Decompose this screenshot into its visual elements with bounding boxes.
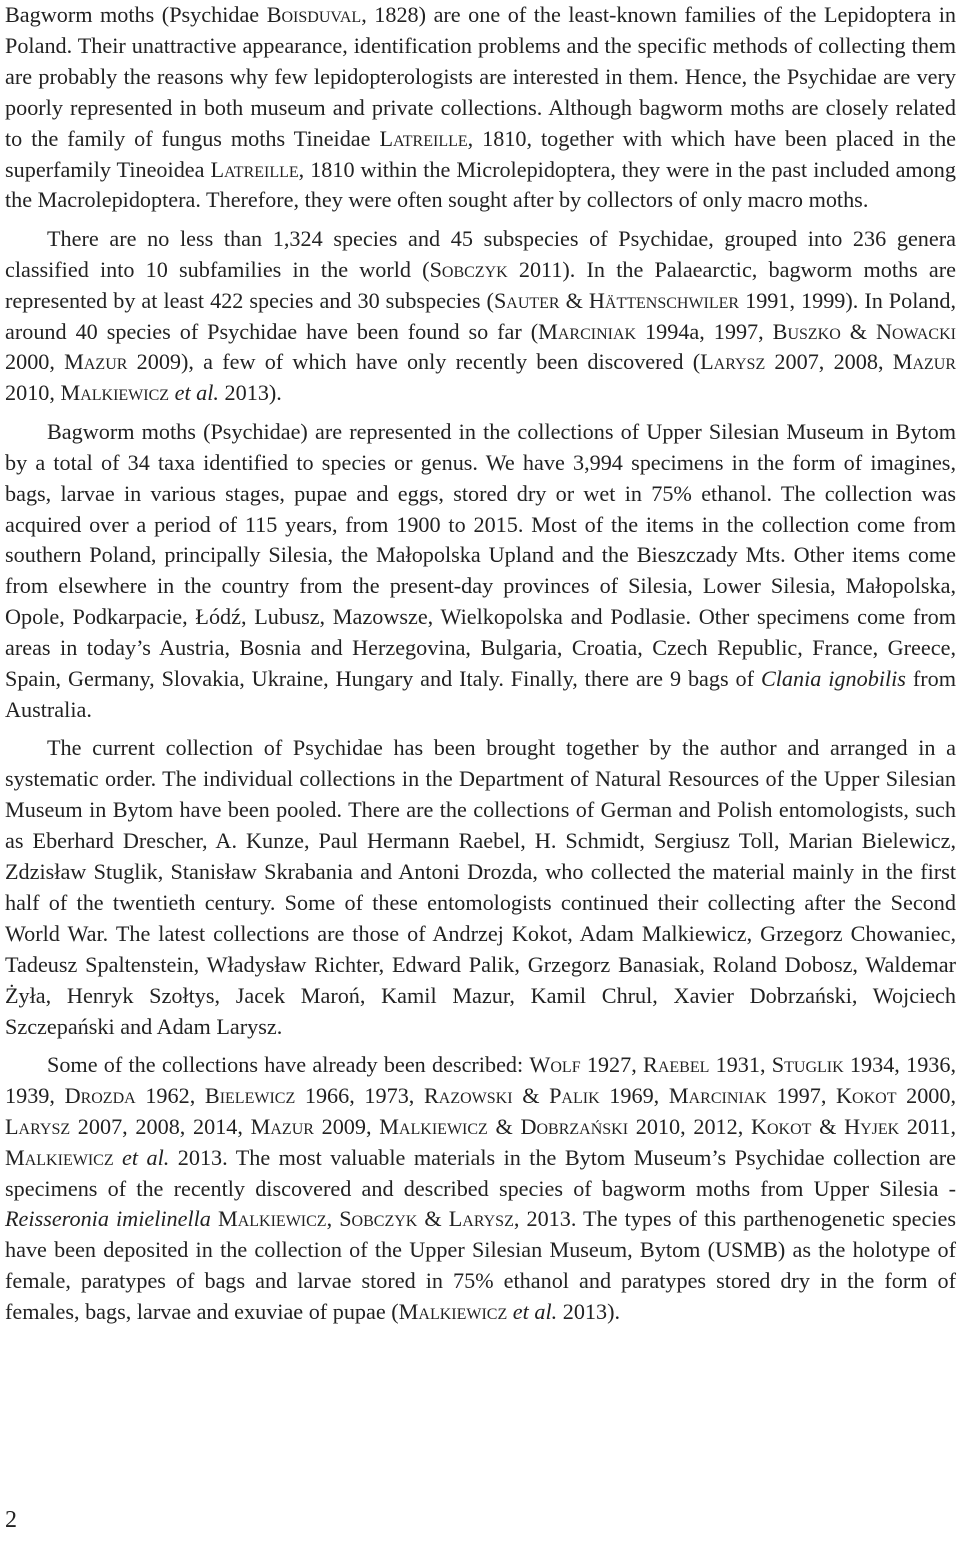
body-paragraph <box>5 733 956 1042</box>
author-citation: Raebel <box>643 1051 710 1077</box>
author-citation: Latreille <box>210 156 299 182</box>
italic-text: Reisseronia imielinella <box>5 1206 211 1232</box>
author-citation: Sobczyk <box>339 1206 418 1232</box>
text-run: Bagworm moths (Psychidae <box>5 2 267 27</box>
text-run: & <box>559 287 589 313</box>
author-citation: Kokot <box>750 1113 812 1139</box>
text-run: 2009, <box>313 1113 380 1139</box>
text-run: & <box>811 1113 845 1139</box>
author-citation: Larysz <box>448 1206 514 1232</box>
author-citation: Hättenschwiler <box>588 287 740 313</box>
author-citation: Razowski <box>423 1082 513 1108</box>
text-run: & <box>840 318 876 344</box>
text-run: 2013). <box>218 380 282 406</box>
body-paragraph <box>5 224 956 409</box>
author-citation: Mazur <box>892 349 957 375</box>
author-citation: Wolf <box>529 1051 581 1077</box>
author-citation: Hyjek <box>844 1113 900 1139</box>
text-run: Some of the collections have already been described: <box>47 1051 530 1077</box>
author-citation: Mazur <box>64 349 128 375</box>
text-run: 2000, <box>5 349 65 375</box>
text-run: 2010, <box>5 380 61 406</box>
text-run: 1994a, 1997, <box>636 318 773 344</box>
italic-text: et al. <box>512 1299 558 1325</box>
italic-text: et al. <box>174 380 219 406</box>
text-run: 2011). In the Palaearctic, bagworm moths are represented by at least 422 species and 30 subspecies ( <box>5 256 956 313</box>
text-run: 2007, 2008, <box>765 349 893 375</box>
author-citation: Malkiewicz <box>60 380 170 406</box>
text-run: 2011, <box>899 1113 957 1139</box>
text-run: 2010, 2012, <box>628 1113 751 1139</box>
author-citation: Nowacki <box>875 318 956 344</box>
author-citation: Sobczyk <box>429 256 508 282</box>
text-run: , 1828) are one of the least-known families of the Lepidoptera in Poland. Their unattractive appearance, identification problems and the specific methods of collecting them are probably the reasons why few lepidopterologists are interested in them. Hence, the Psychidae are very poorly represented in both museum and private collections. Although bagworm moths are closely related to the family of fungus moths Tineidae <box>5 2 956 151</box>
text-run: , 1810, together with which have been placed in the superfamily Tineoidea <box>5 125 957 182</box>
italic-text: et al. <box>122 1144 170 1170</box>
text-run: & <box>512 1082 550 1108</box>
text-run <box>114 1145 122 1170</box>
author-citation: Malkiewicz <box>5 1144 114 1170</box>
text-run: 1962, <box>135 1082 205 1108</box>
author-citation: Marciniak <box>668 1082 767 1108</box>
text-run: The current collection of Psychidae has been brought together by the author and arranged in a systematic order. The individual collections in the Department of Natural Resources of the Upper Silesian Museum in Bytom have been pooled. There are the collections of German and Polish entomologists, such as Eberhard Drescher, A. Kunze, Paul Hermann Raebel, H. Schmidt, Sergiusz Toll, Marian Bielewicz, Zdzisław Stuglik, Stanisław Skrabania and Antoni Drozda, who collected the material mainly in the first half of the twentieth century. Some of these entomologists continued their collecting after the Second World War. The latest collections are those of Andrzej Kokot, Adam Malkiewicz, Grzegorz Chowaniec, Tadeusz Spaltenstein, Władysław Richter, Edward Palik, Grzegorz Banasiak, Roland Dobosz, Waldemar Żyła, Henryk Szołtys, Jacek Maroń, Kamil Mazur, Kamil Chrul, Xavier Dobrzański, Wojciech Szczepański and Adam Larysz. <box>5 735 956 1039</box>
text-run: 1966, 1973, <box>295 1082 424 1108</box>
text-run: 1934, 1936, 1939, <box>5 1051 957 1108</box>
author-citation: Stuglik <box>771 1051 844 1077</box>
author-citation: Bielewicz <box>204 1082 296 1108</box>
author-citation: Malkiewicz <box>379 1113 488 1139</box>
text-run: 2007, 2008, 2014, <box>70 1113 251 1139</box>
author-citation: Palik <box>549 1082 600 1108</box>
author-citation: Larysz <box>5 1113 71 1139</box>
author-citation: Marciniak <box>538 318 637 344</box>
text-run: Bagworm moths (Psychidae) are represented in the collections of Upper Silesian Museum in Bytom by a total of 34 taxa identified to species or genus. We have 3,994 specimens in the form of imagines, bags, larvae in various stages, pupae and eggs, stored dry or wet in 75% ethanol. The collection was acquired over a period of 115 years, from 1900 to 2015. Most of the items in the collection come from southern Poland, principally Silesia, the Małopolska Upland and the Bieszczady Mts. Other items come from elsewhere in the country from the present-day provinces of Silesia, Lower Silesia, Małopolska, Opole, Podkarpacie, Łódź, Lubusz, Mazowsze, Wielkopolska and Podlasie. Other specimens come from areas in today’s Austria, Bosnia and Herzegovina, Bulgaria, Croatia, Czech Republic, France, Greece, Spain, Germany, Slovakia, Ukraine, Hungary and Italy. Finally, there are 9 bags of <box>5 418 956 692</box>
text-run: 2013). <box>557 1299 621 1325</box>
author-citation: Boisduval <box>266 2 362 27</box>
italic-text: Clania ignobilis <box>760 666 906 692</box>
text-run: , 1810 within the Microlepidoptera, they were in the past included among the Macrolepidoptera. Therefore, they were often sought after by collectors of only macro moths. <box>5 156 956 213</box>
author-citation: Dobrzański <box>520 1113 629 1139</box>
page-number: 2 <box>5 1507 17 1533</box>
text-run: 1931, <box>709 1051 772 1077</box>
text-run: 2013. The most valuable materials in the Bytom Museum’s Psychidae collection are specimens of the recently discovered and described species of bagworm moths from Upper Silesia - <box>5 1144 956 1201</box>
text-run: & <box>417 1206 449 1232</box>
author-citation: Latreille <box>379 125 468 151</box>
author-citation: Larysz <box>700 349 766 375</box>
text-run: 1991, 1999). In Poland, around 40 species of Psychidae have been found so far ( <box>5 287 956 344</box>
author-citation: Malkiewicz <box>398 1299 508 1325</box>
text-run: 2000, <box>896 1082 957 1108</box>
author-citation: Malkiewicz <box>217 1206 327 1232</box>
text-run: , 2013. The types of this parthenogenetic species have been deposited in the collection of the Upper Silesian Museum, Bytom (USMB) as the holotype of female, paratypes of bags and larvae stored in 75% ethanol and paratypes stored dry in the form of females, bags, larvae and exuviae of pupae ( <box>5 1206 957 1325</box>
paper-page-body <box>5 0 956 1328</box>
text-run: 1997, <box>766 1082 837 1108</box>
author-citation: Mazur <box>250 1113 314 1139</box>
text-run: There are no less than 1,324 species and 45 subspecies of Psychidae, grouped into 236 genera classified into 10 subfamilies in the world ( <box>5 225 956 282</box>
author-citation: Sauter <box>493 287 560 313</box>
body-paragraph <box>5 0 956 216</box>
text-run: 1927, <box>580 1051 644 1077</box>
body-paragraph <box>5 417 956 726</box>
text-run: 2009), a few of which have only recently been discovered ( <box>127 349 701 375</box>
text-run: 1969, <box>599 1082 669 1108</box>
text-run: & <box>487 1113 521 1139</box>
author-citation: Buszko <box>772 318 841 344</box>
author-citation: Kokot <box>836 1082 897 1108</box>
author-citation: Drozda <box>64 1082 136 1108</box>
body-paragraph <box>5 1050 956 1328</box>
text-run: , <box>326 1206 340 1232</box>
text-run <box>211 1206 218 1231</box>
text-run: from Australia. <box>5 666 956 722</box>
